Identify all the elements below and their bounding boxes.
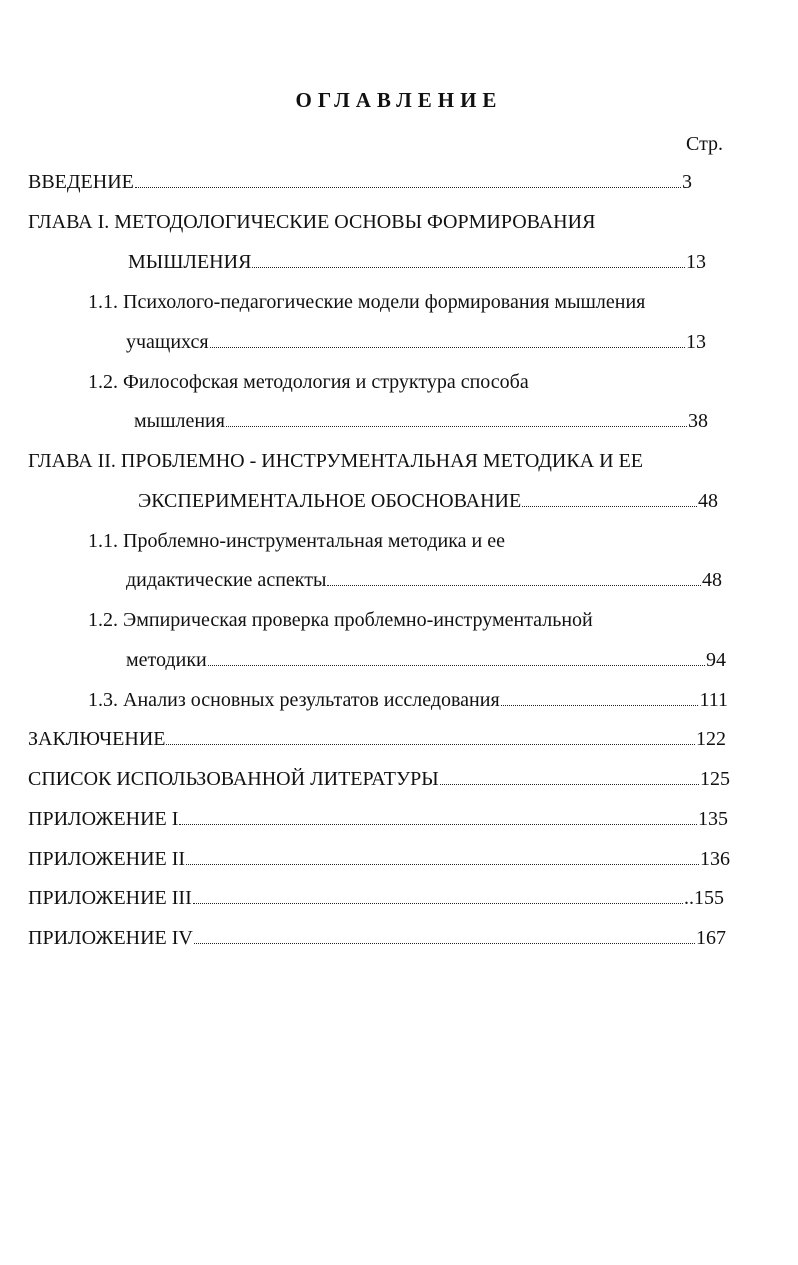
toc-entry-chapter-1 [128, 250, 706, 274]
toc-entry-section-2-3 [88, 688, 728, 712]
toc-page-number: ..155 [684, 887, 724, 909]
toc-entry-text: ПРИЛОЖЕНИЕ III [28, 887, 192, 909]
toc-entry-text: методики [126, 649, 207, 671]
toc-leader-dots [179, 824, 697, 825]
toc-page-number: 125 [700, 768, 730, 790]
toc-entry-text: ПРИЛОЖЕНИЕ II [28, 848, 186, 870]
toc-entry-references [28, 767, 730, 791]
toc-page-number: 13 [686, 331, 706, 353]
toc-entry-section-2-1 [126, 568, 722, 592]
toc-section-2-1-line1: 1.1. Проблемно-инструментальная методика и ее [88, 530, 505, 552]
toc-page-number: 94 [706, 649, 726, 671]
toc-entry-text: ВВЕДЕНИЕ [28, 171, 134, 193]
toc-leader-dots [186, 864, 699, 865]
toc-entry-text: МЫШЛЕНИЯ [128, 251, 252, 273]
toc-entry-section-1-1 [126, 330, 706, 354]
page-title: ОГЛАВЛЕНИЕ [295, 88, 503, 112]
toc-section-2-2-line1: 1.2. Эмпирическая проверка проблемно-инструментальной [88, 609, 593, 631]
toc-entry-text: ЗАКЛЮЧЕНИЕ [28, 728, 166, 750]
toc-leader-dots [208, 665, 705, 666]
toc-entry-text: дидактические аспекты [126, 569, 327, 591]
toc-entry-chapter-2 [138, 489, 718, 513]
toc-leader-dots [327, 585, 701, 586]
toc-page-number: 167 [696, 927, 726, 949]
toc-entry-text: СПИСОК ИСПОЛЬЗОВАННОЙ ЛИТЕРАТУРЫ [28, 768, 439, 790]
toc-leader-dots [252, 267, 685, 268]
toc-page-number: 136 [700, 848, 730, 870]
toc-entry-text: 1.3. Анализ основных результатов исследования [88, 689, 500, 711]
toc-page-number: 3 [682, 171, 692, 193]
toc-chapter-1-line1: ГЛАВА I. МЕТОДОЛОГИЧЕСКИЕ ОСНОВЫ ФОРМИРОВАНИЯ [28, 211, 596, 233]
toc-leader-dots [166, 744, 695, 745]
toc-leader-dots [440, 784, 699, 785]
toc-entry-section-1-2 [134, 409, 708, 433]
toc-leader-dots [210, 347, 685, 348]
toc-entry-appendix-4 [28, 926, 726, 950]
toc-entry-text: ПРИЛОЖЕНИЕ IV [28, 927, 193, 949]
page-column-label: Стр. [686, 133, 724, 155]
toc-entry-text: учащихся [126, 331, 209, 353]
toc-page-number: 48 [702, 569, 722, 591]
toc-entry-text: ЭКСПЕРИМЕНТАЛЬНОЕ ОБОСНОВАНИЕ [138, 490, 522, 512]
toc-page-number: 135 [698, 808, 728, 830]
toc-page-number: 48 [698, 490, 718, 512]
toc-chapter-2-line1: ГЛАВА II. ПРОБЛЕМНО - ИНСТРУМЕНТАЛЬНАЯ МЕТОДИКА И ЕЕ [28, 450, 644, 472]
toc-page-number: 38 [688, 410, 708, 432]
toc-entry-text: ПРИЛОЖЕНИЕ I [28, 808, 179, 830]
toc-page-number: 13 [686, 251, 706, 273]
toc-section-1-2-line1: 1.2. Философская методология и структура способа [88, 371, 529, 393]
toc-leader-dots [501, 705, 699, 706]
toc-leader-dots [226, 426, 687, 427]
toc-page-number: 122 [696, 728, 726, 750]
toc-leader-dots [522, 506, 697, 507]
toc-entry-text: мышления [134, 410, 225, 432]
toc-entry-intro [28, 170, 692, 194]
toc-leader-dots [135, 187, 681, 188]
toc-entry-section-2-2 [126, 648, 726, 672]
toc-entry-conclusion [28, 727, 726, 751]
toc-leader-dots [193, 903, 683, 904]
toc-entry-appendix-1 [28, 807, 728, 831]
toc-entry-appendix-2 [28, 847, 730, 871]
toc-page-number: 111 [699, 689, 728, 711]
toc-entry-appendix-3 [28, 886, 724, 910]
toc-leader-dots [194, 943, 695, 944]
toc-section-1-1-line1: 1.1. Психолого-педагогические модели формирования мышления [88, 291, 646, 313]
